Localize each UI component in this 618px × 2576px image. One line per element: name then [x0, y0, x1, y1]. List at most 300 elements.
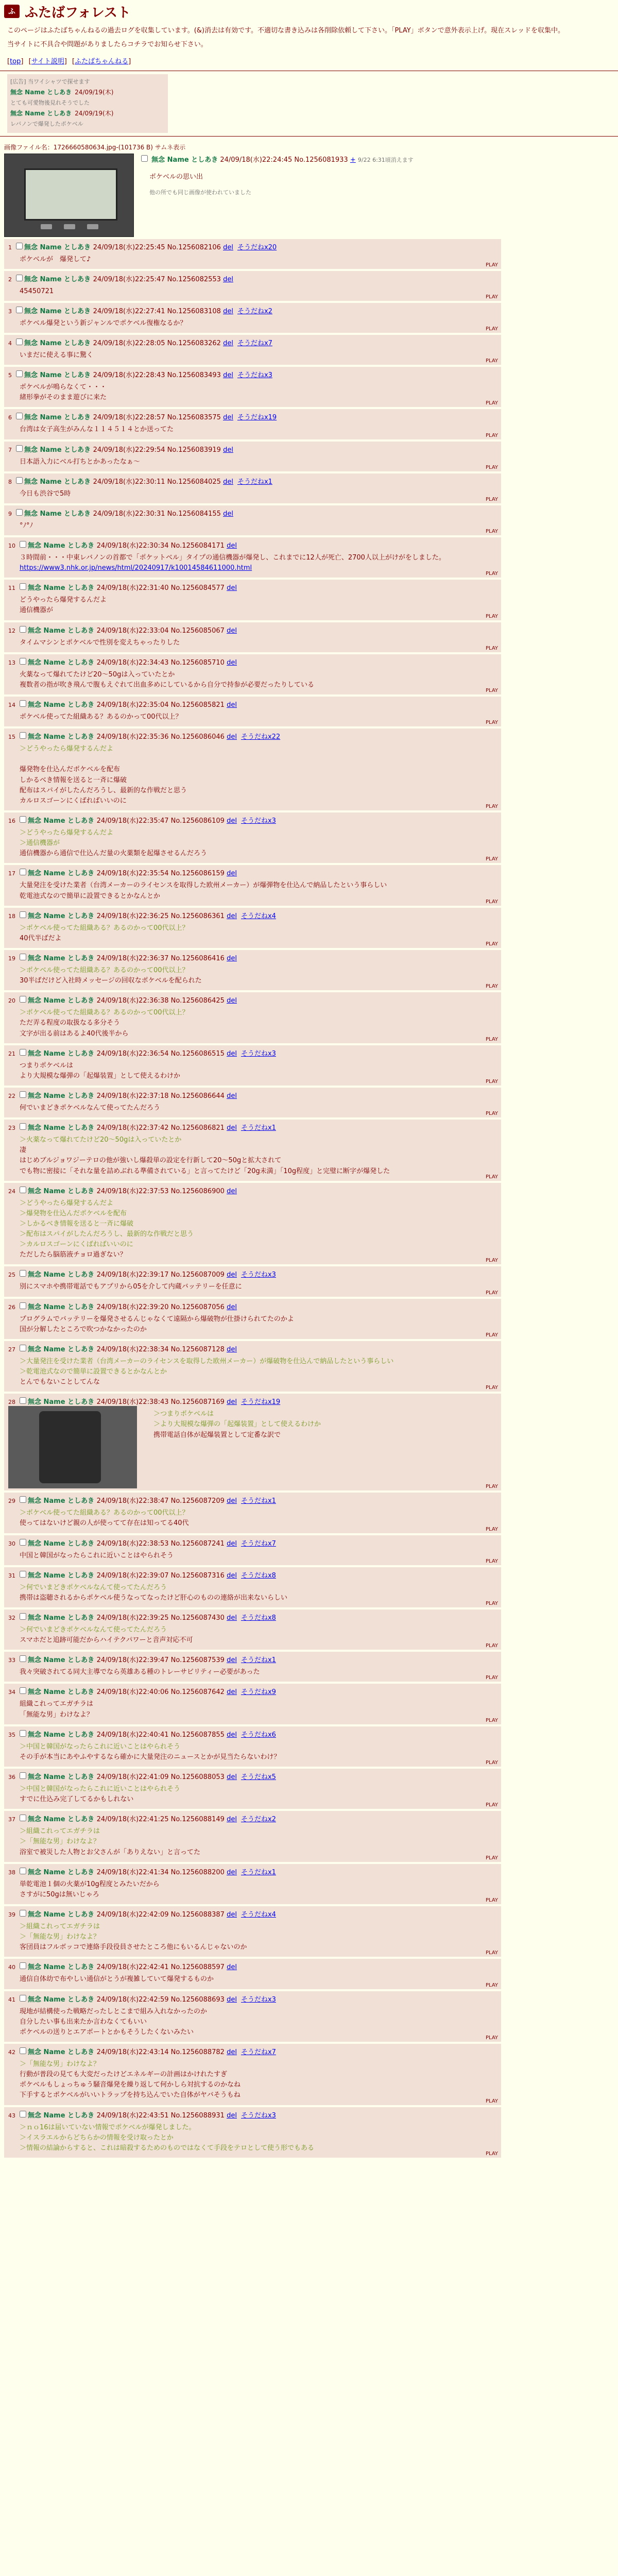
reply-sodane-link[interactable]: そうだねx3	[241, 2111, 276, 2120]
reply-checkbox[interactable]	[20, 1496, 26, 1503]
reply-del-link[interactable]: del	[227, 1303, 237, 1311]
reply-del-link[interactable]: del	[227, 1688, 237, 1697]
text-line: 緒形拳がそのまま遊びに来た	[20, 394, 107, 402]
reply-checkbox[interactable]	[20, 1091, 26, 1098]
reply-del-link[interactable]: del	[223, 446, 233, 454]
reply-checkbox[interactable]	[20, 2111, 26, 2117]
play-button[interactable]: PLAY	[485, 645, 498, 651]
reply-body	[20, 965, 202, 986]
reply-name: 無念 Name としあき	[28, 1124, 97, 1132]
play-button[interactable]: PLAY	[485, 571, 498, 577]
reply-post	[4, 1045, 501, 1086]
reply-post	[4, 1811, 501, 1861]
reply-del-link[interactable]: del	[223, 371, 233, 380]
reply-meta	[8, 1728, 497, 1739]
related-row[interactable]	[10, 88, 165, 96]
reply-checkbox[interactable]	[16, 445, 23, 452]
nav-link-about[interactable]: サイト説明	[31, 57, 64, 65]
reply-sodane-link[interactable]: そうだねx1	[241, 1656, 276, 1665]
quote-line: ＞情報の結論からすると、これは暗殺するためのものではなくて手段をテロとして使う形でもある	[20, 2144, 315, 2152]
reply-external-link[interactable]: https://www3.nhk.or.jp/news/html/20240917/k10014584611000.html	[20, 564, 252, 572]
reply-checkbox[interactable]	[20, 1655, 26, 1662]
reply-date: 24/09/18(水)22:39:25 No.1256087430	[96, 1614, 227, 1622]
reply-del-link[interactable]: del	[227, 1187, 237, 1195]
reply-del-link[interactable]: del	[227, 1911, 237, 1919]
reply-sodane-link[interactable]: そうだねx19	[237, 414, 277, 422]
reply-checkbox[interactable]	[20, 1302, 26, 1309]
play-button[interactable]: PLAY	[485, 1601, 498, 1607]
reply-name: 無念 Name としあき	[28, 1398, 97, 1406]
reply-del-link[interactable]: del	[227, 542, 237, 550]
reply-checkbox[interactable]	[20, 583, 26, 590]
reply-checkbox[interactable]	[16, 243, 23, 249]
reply-post	[4, 335, 501, 365]
reply-checkbox[interactable]	[20, 2047, 26, 2054]
reply-body	[20, 1135, 390, 1177]
reply-del-link[interactable]: del	[223, 243, 233, 251]
play-button[interactable]: PLAY	[485, 1855, 498, 1861]
play-button[interactable]: PLAY	[485, 496, 498, 502]
quote-line: ＞どうやったら爆発するんだよ	[20, 745, 114, 753]
reply-body	[20, 1008, 189, 1039]
reply-sodane-link[interactable]: そうだねx2	[237, 307, 272, 315]
reply-index: 42	[8, 2048, 15, 2056]
text-line: 30半ばだけど入社時メッセージの回収なポケベルを配られた	[20, 977, 202, 985]
play-button[interactable]: PLAY	[485, 720, 498, 726]
reply-sodane-link[interactable]: そうだねx2	[241, 1816, 276, 1824]
reply-date: 24/09/18(水)22:25:45 No.1256082106	[93, 243, 224, 251]
reply-index: 25	[8, 1272, 15, 1279]
site-logo-icon[interactable]: ふ	[4, 5, 20, 18]
reply-checkbox[interactable]	[20, 1123, 26, 1130]
reply-name: 無念 Name としあき	[28, 1187, 97, 1195]
play-button[interactable]: PLAY	[485, 1950, 498, 1956]
play-button[interactable]: PLAY	[485, 1760, 498, 1766]
reply-meta	[8, 1866, 497, 1876]
reply-date: 24/09/18(水)22:35:54 No.1256086159	[96, 870, 227, 878]
reply-body	[20, 255, 91, 265]
reply-name: 無念 Name としあき	[28, 542, 97, 550]
reply-checkbox[interactable]	[20, 1962, 26, 1969]
reply-sodane-link[interactable]: そうだねx9	[241, 1688, 276, 1697]
reply-del-link[interactable]: del	[227, 870, 237, 878]
play-button[interactable]: PLAY	[485, 1558, 498, 1564]
reply-index: 15	[8, 734, 15, 741]
reply-checkbox[interactable]	[16, 275, 23, 281]
reply-index: 22	[8, 1092, 15, 1099]
reply-date: 24/09/18(水)22:41:34 No.1256088200	[96, 1868, 227, 1876]
reply-index: 11	[8, 585, 15, 592]
play-button[interactable]: PLAY	[485, 2098, 498, 2104]
reply-del-link[interactable]: del	[227, 1773, 237, 1782]
reply-checkbox[interactable]	[20, 658, 26, 665]
play-button[interactable]: PLAY	[485, 294, 498, 300]
text-line: 自分したい事も出来たか言わなくてもいい	[20, 2018, 147, 2026]
reply-post	[4, 622, 501, 652]
play-button[interactable]: PLAY	[485, 1484, 498, 1490]
text-line: 配布はスパイがしたんだろうし、最新的な作戦だと思う	[20, 786, 187, 794]
play-button[interactable]: PLAY	[485, 1982, 498, 1988]
text-line: 通信機器から通信で仕込んだ量の火薬類を起爆させるんだろう	[20, 850, 208, 858]
reply-name: 無念 Name としあき	[28, 701, 97, 709]
reply-sodane-link[interactable]: そうだねx1	[241, 1124, 276, 1132]
nav-link-futaba[interactable]: ふたばちゃんねる	[75, 57, 129, 65]
play-button[interactable]: PLAY	[485, 1036, 498, 1042]
reply-del-link[interactable]: del	[227, 1963, 237, 1972]
reply-del-link[interactable]: del	[227, 1124, 237, 1132]
play-button[interactable]: PLAY	[485, 856, 498, 862]
site-header	[0, 0, 618, 23]
nav-links: [top] [サイト説明] [ふたばちゃんねる]	[7, 57, 131, 65]
reply-del-link[interactable]: del	[223, 510, 233, 518]
reply-post	[4, 1769, 501, 1809]
reply-del-link[interactable]: del	[227, 1571, 237, 1580]
reply-del-link[interactable]: del	[227, 626, 237, 635]
play-button[interactable]: PLAY	[485, 262, 498, 268]
op-sod-link[interactable]: +	[350, 156, 356, 164]
play-button[interactable]: PLAY	[485, 1897, 498, 1903]
reply-post	[4, 1906, 501, 1957]
play-button[interactable]: PLAY	[485, 432, 498, 438]
reply-del-link[interactable]: del	[227, 733, 237, 741]
reply-checkbox[interactable]	[16, 338, 23, 345]
reply-index: 16	[8, 817, 15, 824]
reply-meta	[8, 2046, 497, 2056]
reply-meta	[8, 241, 497, 251]
reply-meta	[8, 337, 497, 347]
text-line: ポケベル爆発という新ジャンルでポケベル復権なるか？	[20, 319, 187, 327]
reply-meta	[8, 1122, 497, 1132]
reply-checkbox[interactable]	[16, 307, 23, 313]
reply-checkbox[interactable]	[16, 370, 23, 377]
play-button[interactable]: PLAY	[485, 1802, 498, 1808]
reply-meta	[8, 1343, 497, 1353]
play-button[interactable]: PLAY	[485, 1111, 498, 1117]
play-button[interactable]: PLAY	[485, 1078, 498, 1084]
reply-del-link[interactable]: del	[227, 584, 237, 592]
reply-del-link[interactable]: del	[227, 1731, 237, 1739]
reply-name: 無念 Name としあき	[28, 1345, 97, 1353]
reply-date: 24/09/18(水)22:36:54 No.1256086515	[96, 1049, 227, 1058]
text-line: 文字が出る前はあるよ40代後半から	[20, 1029, 129, 1038]
reply-meta	[8, 1537, 497, 1548]
reply-checkbox[interactable]	[20, 1868, 26, 1874]
text-line: 中国と韓国がなったらこれに近いことはやられそう	[20, 1551, 174, 1560]
reply-index: 17	[8, 870, 15, 877]
reply-del-link[interactable]: del	[227, 1614, 237, 1622]
reply-body	[20, 521, 33, 531]
reply-post	[4, 1726, 501, 1767]
reply-thumbnail[interactable]	[8, 1406, 137, 1488]
reply-checkbox[interactable]	[20, 1270, 26, 1277]
reply-del-link[interactable]: del	[227, 1271, 237, 1279]
reply-checkbox[interactable]	[16, 413, 23, 419]
play-button[interactable]: PLAY	[485, 1258, 498, 1264]
reply-meta	[8, 1908, 497, 1919]
op-post	[4, 143, 614, 237]
reply-sodane-link[interactable]: そうだねx3	[241, 817, 276, 825]
text-line: ポケベルが鳴らなくて・・・	[20, 383, 107, 392]
quote-line: ＞どうやったら爆発するんだよ	[20, 1199, 114, 1207]
reply-del-link[interactable]: del	[227, 2111, 237, 2120]
quote-line: ＞組織これってエガチラは	[20, 1827, 100, 1836]
reply-name: 無念 Name としあき	[28, 817, 97, 825]
reply-checkbox[interactable]	[20, 1049, 26, 1056]
reply-del-link[interactable]: del	[227, 997, 237, 1005]
text-line: 現地が結構使った戦略だったしとこまで組み入れなかったのか	[20, 2007, 208, 2015]
play-button[interactable]: PLAY	[485, 899, 498, 905]
play-button[interactable]: PLAY	[485, 941, 498, 947]
text-line: さすがに50gは無いじゃろ	[20, 1890, 99, 1899]
reply-checkbox[interactable]	[20, 1571, 26, 1578]
quote-line: ＞乾電池式なので簡単に設置できるとかなんとか	[20, 1368, 167, 1376]
reply-post	[4, 950, 501, 990]
reply-sodane-link[interactable]: そうだねx22	[241, 733, 281, 741]
reply-sodane-link[interactable]: そうだねx3	[241, 1049, 276, 1058]
reply-body	[20, 382, 107, 403]
play-button[interactable]: PLAY	[485, 464, 498, 470]
reply-index: 33	[8, 1657, 15, 1664]
text-line: ポケベルもしょっちゅう騒音爆発を繰り返して何かしら対抗するのかなね	[20, 2081, 241, 2089]
reply-name: 無念 Name としあき	[28, 733, 97, 741]
text-line: 日本語入力にベル打ちとかあったなぁ～	[20, 457, 140, 466]
play-button[interactable]: PLAY	[485, 1717, 498, 1723]
play-button[interactable]: PLAY	[485, 529, 498, 534]
reply-body	[20, 2123, 314, 2154]
reply-checkbox[interactable]	[20, 816, 26, 823]
play-button[interactable]: PLAY	[485, 1174, 498, 1180]
reply-checkbox[interactable]	[20, 1613, 26, 1620]
play-button[interactable]: PLAY	[485, 400, 498, 406]
text-line: ただしたら脳筋液チョロ過ぎない？	[20, 1251, 127, 1259]
reply-del-link[interactable]: del	[227, 701, 237, 709]
reply-sodane-link[interactable]: そうだねx1	[241, 1497, 276, 1505]
reply-index: 35	[8, 1731, 15, 1738]
play-button[interactable]: PLAY	[485, 1290, 498, 1296]
reply-sodane-link[interactable]: そうだねx3	[241, 1271, 276, 1279]
reply-date: 24/09/18(水)22:25:47 No.1256082553	[93, 275, 224, 283]
reply-checkbox[interactable]	[20, 911, 26, 918]
reply-date: 24/09/18(水)22:41:25 No.1256088149	[96, 1816, 227, 1824]
reply-name: 無念 Name としあき	[24, 340, 93, 348]
reply-sodane-link[interactable]: そうだねx20	[237, 243, 277, 251]
related-row[interactable]	[10, 109, 165, 117]
reply-del-link[interactable]: del	[227, 954, 237, 962]
notice-line: 当サイトに不具合や問題がありましたらコチラでお知らせ下さい。	[7, 40, 208, 48]
play-button[interactable]: PLAY	[485, 613, 498, 619]
reply-meta	[8, 624, 497, 635]
reply-del-link[interactable]: del	[227, 1539, 237, 1548]
reply-sodane-link[interactable]: そうだねx8	[241, 1614, 276, 1622]
op-fileinfo[interactable]: 画像ファイル名：1726660580634.jpg-(101736 B) サムネ表示	[4, 143, 186, 151]
reply-checkbox[interactable]	[20, 1539, 26, 1546]
reply-checkbox[interactable]	[20, 1995, 26, 2002]
reply-post	[4, 697, 501, 726]
reply-index: 36	[8, 1774, 15, 1781]
related-name: 無念 Name としあき	[10, 109, 72, 117]
reply-name: 無念 Name としあき	[24, 243, 93, 251]
reply-meta	[8, 910, 497, 920]
reply-del-link[interactable]: del	[223, 414, 233, 422]
text-line: 45450721	[20, 287, 54, 295]
reply-checkbox[interactable]	[20, 869, 26, 875]
reply-meta	[8, 411, 497, 421]
play-button[interactable]: PLAY	[485, 1332, 498, 1338]
text-line: ただ弄る程度の取扱なる多分そう	[20, 1019, 121, 1027]
reply-del-link[interactable]: del	[227, 1995, 237, 2004]
reply-del-link[interactable]: del	[227, 1816, 237, 1824]
reply-checkbox[interactable]	[20, 954, 26, 960]
reply-checkbox[interactable]	[20, 1815, 26, 1821]
reply-del-link[interactable]: del	[227, 1092, 237, 1100]
quote-line: ＞火薬なって爆れてたけど20～50gは入っていたとか	[20, 1136, 182, 1144]
reply-checkbox[interactable]	[20, 541, 26, 548]
reply-checkbox[interactable]	[20, 732, 26, 739]
reply-checkbox[interactable]	[20, 1687, 26, 1694]
reply-date: 24/09/18(水)22:43:51 No.1256088931	[96, 2111, 227, 2120]
play-button[interactable]: PLAY	[485, 326, 498, 332]
reply-del-link[interactable]: del	[227, 1497, 237, 1505]
play-button[interactable]: PLAY	[485, 687, 498, 693]
quote-line: ＞「無能な男」わけなよ？	[20, 2060, 100, 2068]
reply-checkbox[interactable]	[20, 1345, 26, 1351]
reply-del-link[interactable]: del	[227, 1868, 237, 1876]
quote-line: ＞通信機器が	[20, 839, 60, 848]
quote-line: ＞ポケベル使ってた組織ある？あるのかって00代以上？	[20, 966, 189, 974]
reply-post	[4, 812, 501, 863]
quote-line: ＞何でいまどきポケベルなんて使ってたんだろう	[20, 1626, 167, 1634]
quote-line: ＞つまりポケベルは	[153, 1410, 214, 1418]
reply-index: 23	[8, 1125, 15, 1132]
quote-line: ＞中国と韓国がなったらこれに近いことはやられそう	[20, 1742, 181, 1751]
reply-post	[4, 1609, 501, 1650]
reply-body	[20, 457, 140, 467]
play-button[interactable]: PLAY	[485, 803, 498, 809]
reply-date: 24/09/18(水)22:35:36 No.1256086046	[96, 733, 227, 741]
reply-meta	[8, 1771, 497, 1781]
reply-del-link[interactable]: del	[223, 307, 233, 315]
reply-name: 無念 Name としあき	[24, 414, 93, 422]
reply-sodane-link[interactable]: そうだねx8	[241, 1571, 276, 1580]
reply-checkbox[interactable]	[20, 1397, 26, 1404]
reply-checkbox[interactable]	[20, 1730, 26, 1737]
reply-checkbox[interactable]	[20, 700, 26, 707]
play-button[interactable]: PLAY	[485, 358, 498, 364]
reply-index: 3	[8, 308, 12, 315]
reply-body	[20, 1282, 242, 1292]
reply-post	[4, 1864, 501, 1904]
reply-checkbox[interactable]	[20, 1187, 26, 1193]
reply-checkbox[interactable]	[20, 1772, 26, 1779]
reply-checkbox[interactable]	[16, 477, 23, 484]
reply-checkbox[interactable]	[16, 509, 23, 516]
reply-sodane-link[interactable]: そうだねx4	[241, 1911, 276, 1919]
reply-meta	[8, 994, 497, 1005]
play-button[interactable]: PLAY	[485, 984, 498, 990]
reply-meta	[8, 867, 497, 877]
reply-post	[4, 1341, 501, 1392]
reply-post	[4, 1183, 501, 1265]
reply-checkbox[interactable]	[20, 996, 26, 1003]
op-checkbox[interactable]	[141, 155, 148, 162]
reply-meta	[8, 731, 497, 741]
reply-meta	[8, 369, 497, 379]
reply-post	[4, 2044, 501, 2105]
reply-index: 12	[8, 627, 15, 634]
reply-del-link[interactable]: del	[227, 912, 237, 920]
reply-sodane-link[interactable]: そうだねx1	[237, 478, 272, 486]
reply-date: 24/09/18(水)22:33:04 No.1256085067	[96, 626, 227, 635]
reply-post	[4, 865, 501, 905]
reply-sodane-link[interactable]: そうだねx7	[241, 2048, 276, 2056]
text-line: 国が分解したところで吹つかなかったのか	[20, 1325, 147, 1333]
reply-sodane-link[interactable]: そうだねx4	[241, 912, 276, 920]
reply-sodane-link[interactable]: そうだねx1	[241, 1868, 276, 1876]
play-button[interactable]: PLAY	[485, 1675, 498, 1681]
reply-meta	[8, 1961, 497, 1971]
reply-sodane-link[interactable]: そうだねx7	[237, 340, 272, 348]
reply-date: 24/09/18(水)22:35:47 No.1256086109	[96, 817, 227, 825]
play-button[interactable]: PLAY	[485, 1526, 498, 1532]
reply-meta	[8, 1090, 497, 1100]
reply-date: 24/09/18(水)22:28:57 No.1256083575	[93, 414, 224, 422]
play-button[interactable]: PLAY	[485, 1385, 498, 1391]
nav-link-top[interactable]: top	[10, 57, 21, 65]
reply-meta	[8, 1396, 497, 1406]
reply-sodane-link[interactable]: そうだねx3	[237, 371, 272, 380]
reply-del-link[interactable]: del	[223, 478, 233, 486]
reply-body	[20, 670, 314, 690]
reply-del-link[interactable]: del	[227, 1398, 237, 1406]
reply-index: 5	[8, 372, 12, 379]
text-line: どうやったら爆発するんだよ	[20, 596, 107, 604]
reply-sodane-link[interactable]: そうだねx3	[241, 1995, 276, 2004]
play-button[interactable]: PLAY	[485, 2150, 498, 2157]
reply-del-link[interactable]: del	[227, 817, 237, 825]
reply-del-link[interactable]: del	[227, 2048, 237, 2056]
reply-del-link[interactable]: del	[223, 275, 233, 283]
reply-del-link[interactable]: del	[227, 1345, 237, 1353]
reply-index: 14	[8, 701, 15, 708]
reply-name: 無念 Name としあき	[24, 510, 93, 518]
text-line: すでに仕込み完了してるかもしれない	[20, 1795, 134, 1804]
op-expire: 9/22 6:31頃消えます	[357, 156, 414, 163]
reply-del-link[interactable]: del	[223, 340, 233, 348]
reply-date: 24/09/18(水)22:30:31 No.1256084155	[93, 510, 224, 518]
reply-sodane-link[interactable]: そうだねx5	[241, 1773, 276, 1782]
op-text: ポケベルの思い出	[149, 173, 203, 181]
reply-post	[4, 1299, 501, 1339]
reply-post	[4, 908, 501, 948]
reply-body	[20, 880, 387, 901]
reply-del-link[interactable]: del	[227, 1656, 237, 1665]
reply-checkbox[interactable]	[20, 626, 26, 633]
reply-sodane-link[interactable]: そうだねx7	[241, 1539, 276, 1548]
reply-name: 無念 Name としあき	[28, 1614, 97, 1622]
reply-checkbox[interactable]	[20, 1910, 26, 1917]
reply-body	[20, 1742, 280, 1762]
play-button[interactable]: PLAY	[485, 2035, 498, 2041]
op-thumbnail[interactable]	[4, 154, 134, 237]
reply-del-link[interactable]: del	[227, 1049, 237, 1058]
reply-post	[4, 473, 501, 503]
reply-del-link[interactable]: del	[227, 658, 237, 667]
reply-sodane-link[interactable]: そうだねx19	[241, 1398, 281, 1406]
play-button[interactable]: PLAY	[485, 1643, 498, 1649]
text-line: 爆発物を仕込んだポケベルを配布	[20, 766, 121, 774]
reply-date: 24/09/18(水)22:28:43 No.1256083493	[93, 371, 224, 380]
reply-sodane-link[interactable]: そうだねx6	[241, 1731, 276, 1739]
